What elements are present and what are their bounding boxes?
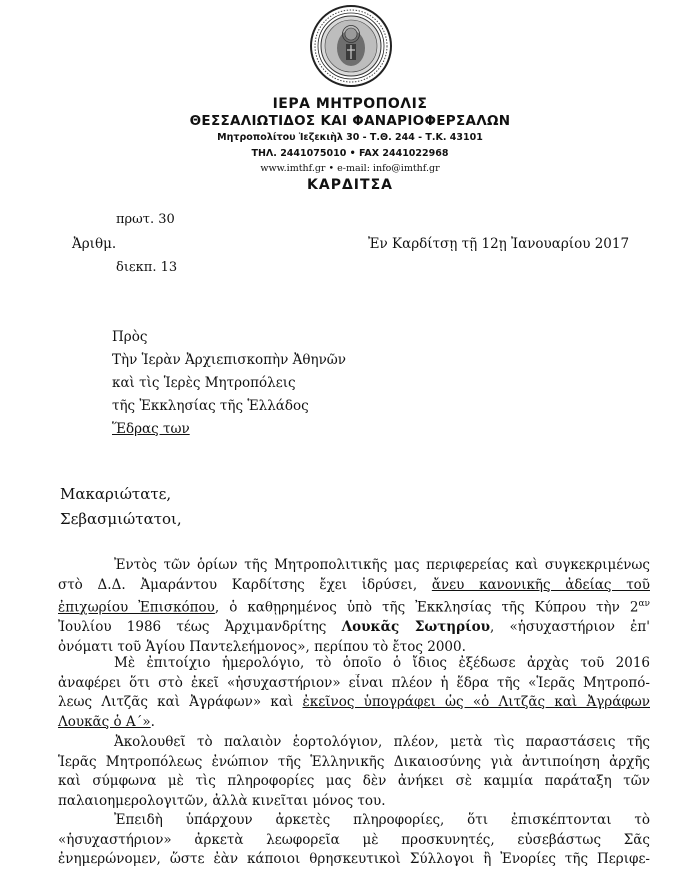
p1-line4	[58, 618, 650, 638]
protocol-number: πρωτ. 30	[116, 212, 175, 227]
p1-line1: Ἐντὸς τῶν ὁρίων τῆς Μητροπολιτικῆς μας περιφερείας καὶ συγκεκριμένως	[114, 557, 650, 573]
body-paragraph-3	[58, 733, 650, 811]
letterhead-org-line2: ΘΕΣΣΑΛΙΩΤΙΔΟΣ ΚΑΙ ΦΑΝΑΡΙΟΦΕΡΣΑΛΩΝ	[189, 113, 511, 129]
recipient-line4: Ἕδρας των	[112, 421, 190, 437]
p1-line2-text: στὸ Δ.Δ. Ἀμαράντου Καρδίτσης ἔχει ἱδρύσει,	[58, 576, 418, 593]
body-paragraph-2	[58, 654, 650, 732]
salutation-line1: Μακαριώτατε,	[60, 485, 172, 503]
letterhead-city: ΚΑΡΔΙΤΣΑ	[307, 177, 393, 193]
p1-line3-underlined: ἐπιχωρίου Ἐπισκόπου	[58, 599, 215, 616]
p3-line2: Ἱερᾶς Μητροπόλεως ἐνώπιον τῆς Ἑλληνικῆς Δικαιοσύνης γιὰ ἀντιποίηση ἀρχῆς	[58, 753, 650, 770]
recipient-line3: τῆς Ἐκκλησίας τῆς Ἑλλάδος	[112, 398, 309, 414]
recipient-line1: Τὴν Ἱερὰν Ἀρχιεπισκοπὴν Ἀθηνῶν	[112, 352, 346, 368]
p1-line2	[58, 576, 650, 596]
p1-line4-bold-name: Λουκᾶς Σωτηρίου	[341, 619, 491, 635]
letterhead-phone-fax: ΤΗΛ. 2441075010 • FAX 2441022968	[251, 148, 449, 159]
p2-line3-text: λεως Λιτζᾶς καὶ Ἀγράφων» καὶ	[58, 694, 294, 710]
p2-line4	[58, 713, 650, 733]
p1-line5: ὀνόματι τοῦ Ἁγίου Παντελεήμονος», περίπου τὸ ἔτος 2000.	[58, 638, 466, 655]
recipient-to: Πρὸς	[112, 329, 148, 345]
p4-line2: «ἡσυχαστήριον» ἀρκετὰ λεωφορεῖα μὲ προσκυνητές, εὐσεβάστως Σᾶς	[58, 831, 650, 848]
p2-line1: Μὲ ἐπιτοίχιο ἡμερολόγιο, τὸ ὁποῖο ὁ ἴδιος ἐξέδωσε ἀρχὰς τοῦ 2016	[114, 655, 650, 671]
letterhead-address: Μητροπολίτου Ἰεζεκιὴλ 30 - Τ.Θ. 244 - Τ.Κ. 43101	[217, 132, 483, 143]
letterhead-org-line1: ΙΕΡΑ ΜΗΤΡΟΠΟΛΙΣ	[272, 96, 428, 112]
p1-line3-text: , ὁ καθῃρημένος ὑπὸ τῆς Ἐκκλησίας τῆς Κύπρου τὴν 2	[214, 599, 639, 616]
number-label: Ἀριθμ.	[72, 236, 117, 252]
body-paragraph-4	[58, 811, 650, 870]
salutation-line2: Σεβασμιώτατοι,	[60, 510, 182, 528]
p1-line3-superscript: αν	[638, 599, 650, 609]
p4-line3: ἐνημερώνομεν, ὥστε ἐὰν κάποιοι θρησκευτικοὶ Σύλλογοι ἢ Ἐνορίες τῆς Περιφε-	[58, 851, 650, 867]
p2-line4-underlined: Λουκᾶς ὁ Α΄»	[58, 713, 151, 730]
p3-line1: Ἀκολουθεῖ τὸ παλαιὸν ἑορτολόγιον, πλέον, μετὰ τὶς παραστάσεις τῆς	[114, 734, 650, 750]
letterhead-web-email: www.imthf.gr • e-mail: info@imthf.gr	[260, 163, 440, 174]
p1-line4-tail: , «ἡσυχαστήριον ἐπ'	[490, 619, 650, 635]
p2-line3-underlined: ἐκεῖνος ὑπογράφει ὡς «ὁ Λιτζᾶς καὶ Ἀγράφων	[302, 694, 650, 710]
p2-line3	[58, 693, 650, 713]
dispatch-number: διεκπ. 13	[116, 260, 178, 275]
p2-line4-tail: .	[150, 713, 155, 730]
p4-line1: Ἐπειδὴ ὑπάρχουν ἀρκετὲς πληροφορίες, ὅτι ἐπισκέπτονται τὸ	[114, 812, 650, 828]
metropolis-seal-icon	[309, 4, 393, 88]
letter-date: Ἐν Καρδίτσῃ τῇ 12ῃ Ἰανουαρίου 2017	[368, 236, 630, 252]
p1-line3	[58, 595, 650, 618]
p1-line4-text: Ἰουλίου 1986 τέως Ἀρχιμανδρίτης	[58, 619, 327, 635]
p1-line2-underlined: ἄνευ κανονικῆς ἀδείας τοῦ	[431, 576, 650, 593]
recipient-line2: καὶ τὶς Ἱερὲς Μητροπόλεις	[112, 375, 296, 391]
p3-line4: παλαιοημερολογιτῶν, ἀλλὰ κινεῖται μόνος του.	[58, 792, 386, 809]
p2-line2: ἀναφέρει ὅτι στὸ ἐκεῖ «ἡσυχαστήριον» εἶναι πλέον ἡ ἕδρα τῆς «Ἱερᾶς Μητροπό-	[58, 674, 650, 691]
body-paragraph-1	[58, 556, 650, 657]
p3-line3: καὶ σύμφωνα μὲ τὶς πληροφορίες μας δὲν ἀνήκει σὲ καμμία παράταξη τῶν	[58, 773, 650, 789]
